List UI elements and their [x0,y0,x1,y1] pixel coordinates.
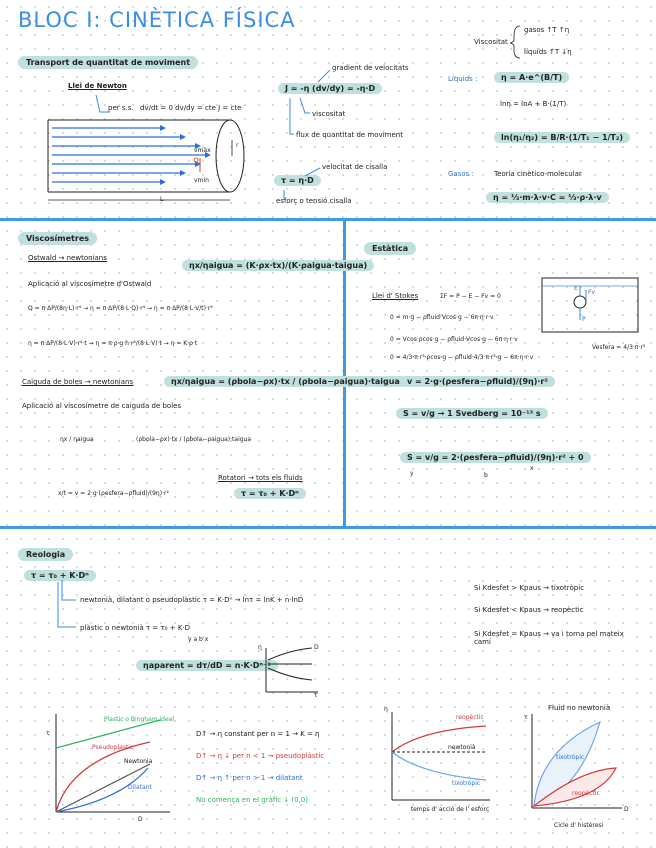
section-tag-transport: Transport de quantitat de moviment [18,56,198,69]
kinetic-theory-label: Teoria cinètico-molecular [494,170,582,178]
force-fv: Fv [588,289,596,296]
shear-equation: τ = η·D [274,175,321,186]
rule-n-greater-1: D↑ → η ↑ per n > 1 → dilatant [196,774,303,782]
tube-vmin: vmín [194,177,209,184]
ostwald-line: Ostwald → newtonians [28,254,107,262]
time-chart-thixotropic: tixotròpic [452,780,481,787]
rule-thixotropic: Si Kdesfet > Kpaus → tixotròpic [474,584,585,592]
page-title: BLOC I: CINÈTICA FÍSICA [18,8,296,32]
ostwald-ratio: ηx/ηaigua = (K·ρx·tx)/(K·ρaigua·taigua) [182,260,374,271]
axis-b-tag: b [484,472,488,479]
time-chart-newtonian: newtonià [448,744,476,751]
gradient-label: gradient de velocitats [332,64,409,72]
section-tag-statics: Estàtica [364,242,416,255]
stokes-eq3: 0 = Vcos·ρcos·g − ρfluid·Vcos·g − 6π·η·r·v [390,336,518,343]
newton-law-label: Llei de Newton [68,82,127,90]
section-tag-rheology: Reologia [18,548,73,561]
time-chart-eta: η [384,706,388,713]
ss-label: per s.s. [108,104,134,112]
time-chart-rheopectic: reopèctic [456,714,484,721]
legend-pseudoplastic: Pseudoplastic [92,744,134,751]
plastic-axes: y a b x [188,636,209,643]
tube-vmax: vmàx [194,147,211,154]
arrhenius-equation: η = A·e^(B/T) [494,72,569,83]
eta-chart-y: η [258,644,262,651]
shear-stress-label: esforç o tensió cisalla [276,197,352,205]
viscosity-header: Viscositat [474,38,508,46]
sedimentation-equation: S = v/g = 2·(ρesfera−ρfluid)/(9η)·r² + 0 [400,452,591,463]
rule-rheopectic: Si Kdesfet < Kpaus → reopèctic [474,606,584,614]
legend-bingham: Plastic o Bingham ideal [104,716,175,723]
stokes-eq4: 0 = 4/3·π·r³·ρcos·g − ρfluid·4/3·π·r³·g − 6π·η·r·v [390,354,534,361]
force-e: E [574,285,578,292]
legend-dilatant: Dilatant [128,784,152,791]
ball-fall-application: Aplicació al viscosímetre de caiguda de boles [22,402,182,410]
hysteresis-tau: τ [524,714,528,721]
tube-radius: r [236,142,239,149]
axis-x-tag: x [530,465,534,472]
ostwald-application: Aplicació al viscosímetre d'Ostwald [28,280,152,288]
axis-y-tag: y [410,470,414,477]
newton-equation: J = -η (dv/dy) = -η·D [278,83,382,94]
stokes-velocity: v = 2·g·(ρesfera−ρfluid)/(9η)·r² [400,376,555,387]
gases-rule: gasos ↑T ↑η [524,26,570,34]
hysteresis-rheopectic: reopèctic [572,790,600,797]
hysteresis-xlabel: Cicle d' histèresi [554,822,604,829]
liquids-header: Líquids : [448,75,478,83]
force-p: P [582,316,586,323]
time-chart-xlabel: temps d' acció de l' esforç [410,806,490,813]
rheology-equation: τ = τ₀ + K·Dⁿ [24,570,96,581]
rotational-line: Rotatori → tots els fluids [218,474,303,482]
stokes-eq2: 0 = m·g − ρfluid·Vcos·g − 6π·η·r·v [390,314,494,321]
rule-origin: No comença en el gràfic ↓ (0,0) [196,796,309,804]
flow-chart-d: D [138,816,143,823]
ln-ratio-equation: ln(η₁/η₂) = B/R·(1/T₁ − 1/T₂) [494,132,630,143]
eta-chain: η = π·ΔP/(8·L·V)·r⁴·t → η = π·ρ·g·h·r⁴/(8·L·V)·t → η = K·ρ·t [28,340,198,347]
flow-chart-tau: τ [46,730,50,737]
plastic-line: plàstic o newtonià τ = τ₀ + K·D [80,624,191,632]
apparent-viscosity: ηaparent = dτ/dD = n·K·Dⁿ⁻¹ [136,660,278,671]
rule-same-path: Si Kdesfet = Kpaus → va i torna pel mateix camí [474,630,624,646]
ball-fall-line: Caiguda de boles → newtonians [22,378,134,386]
velocity-equation: x/t = v = 2·g·(ρesfera−ρfluid)/(9η)·r² [58,490,169,497]
flux-label: flux de quantitat de moviment [296,131,403,139]
eta-chart-tau: τ [314,692,318,699]
liquids-rule: líquids ↑T ↓η [524,48,572,56]
hysteresis-title: Fluid no newtonià [548,704,611,712]
rule-n-less-1: D↑ → η ↓ per n < 1 → pseudoplàstic [196,752,325,760]
eta-chart-d: D [314,644,319,651]
newtonian-line: newtonià, dilatant o pseudoplàstic τ = K·Dⁿ → lnτ = lnK + n·lnD [80,596,304,604]
frac-left: ηx / ηaigua [60,436,94,443]
sphere-volume: Vesfera = 4/3·π·r³ [592,344,646,351]
shear-velocity-label: velocitat de cisalla [322,163,388,171]
svedberg-equation: S = v/g → 1 Svedberg = 10⁻¹³ s [396,408,548,419]
gases-header: Gasos : [448,170,474,178]
section-tag-viscometers: Viscosímetres [18,232,97,245]
gas-viscosity-equation: η = ⅓·m·λ·v·C = ⅓·ρ·λ·v [486,192,609,203]
rule-n-equal-1: D↑ → η constant per n = 1 → K = η [196,730,320,738]
stokes-eq1: ΣF = P − E − Fv = 0 [440,293,501,300]
rotational-equation: τ = τ₀ + K·Dⁿ [234,488,306,499]
ball-fall-ratio: ηx/ηaigua = (ρbola−ρx)·tx / (ρbola−ρaigua)·taigua [164,376,407,387]
ss-equation: dv/dt = 0 dv/dy = cte J = cte [140,104,242,112]
hysteresis-thixotropic: tixotròpic [556,754,585,761]
ln-equation: lnη = lnA + B·(1/T) [500,100,567,108]
viscosity-label: viscositat [312,110,346,118]
stokes-law: Llei d' Stokes [372,292,419,300]
frac-right: (ρbola−ρx)·tx / (ρbola−ρaigua)·taigua [136,436,252,443]
poiseuille-chain: Q = π·ΔP/(8η·L)·r⁴ → η = π·ΔP/(8·L·Q)·r⁴ → η = π·ΔP/(8·L·V/t)·r⁴ [28,305,213,312]
hysteresis-d: D [624,806,629,813]
legend-newtonian: Newtonia [124,758,153,765]
tube-length: L [160,196,164,203]
